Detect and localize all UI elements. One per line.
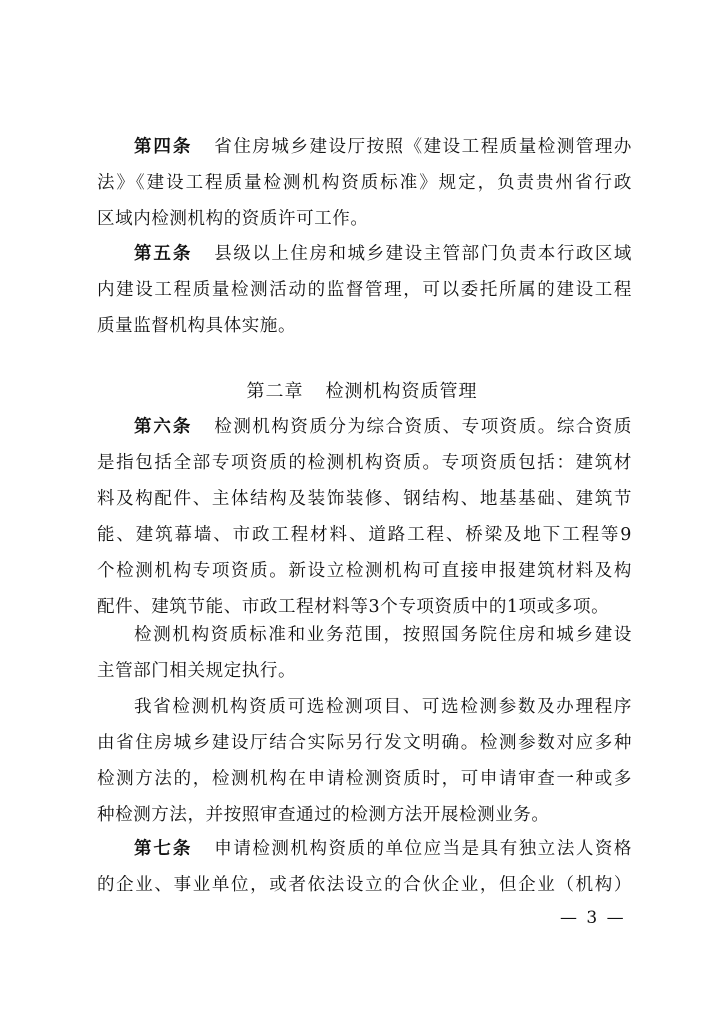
- article-4-label: 第四条: [134, 137, 193, 157]
- paragraph-province-line-2: 由省住房城乡建设厅结合实际另行发文明确。检测参数对应多种: [97, 733, 632, 753]
- article-7-line-2: 的企业、事业单位，或者依法设立的合伙企业，但企业（机构）: [97, 875, 632, 895]
- article-7-label: 第七条: [134, 839, 193, 859]
- article-5-line-3: 质量监督机构具体实施。: [97, 316, 297, 336]
- paragraph-province-line-4: 种检测方法，并按照审查通过的检测方法开展检测业务。: [97, 805, 550, 825]
- article-6-line-3: 料及构配件、主体结构及装饰装修、钢结构、地基基础、建筑节: [97, 489, 632, 509]
- article-6-line-4: 能、建筑幕墙、市政工程材料、道路工程、桥梁及地下工程等9: [97, 525, 632, 545]
- article-6-line-6: 配件、建筑节能、市政工程材料等3个专项资质中的1项或多项。: [97, 597, 610, 617]
- article-6-line-2: 是指包括全部专项资质的检测机构资质。专项资质包括：建筑材: [97, 453, 632, 473]
- page-number: — 3 —: [560, 908, 626, 928]
- paragraph-standard-line-1: 检测机构资质标准和业务范围，按照国务院住房和城乡建设: [134, 625, 632, 645]
- article-7-line-1: 第七条 申请检测机构资质的单位应当是具有独立法人资格: [134, 839, 633, 859]
- article-5-line-2: 内建设工程质量检测活动的监督管理，可以委托所属的建设工程: [97, 280, 632, 300]
- chapter-title: [0, 377, 724, 407]
- article-4-line-3: 区域内检测机构的资质许可工作。: [97, 209, 369, 229]
- article-5-line-1: 第五条 县级以上住房和城乡建设主管部门负责本行政区域: [134, 244, 633, 264]
- article-6-line-1: 第六条 检测机构资质分为综合资质、专项资质。综合资质: [134, 417, 633, 437]
- paragraph-province-line-3: 检测方法的，检测机构在申请检测资质时，可申请审查一种或多: [97, 769, 632, 789]
- article-6-label: 第六条: [134, 417, 193, 437]
- article-4-line-2: 法》《建设工程质量检测机构资质标准》规定，负责贵州省行政: [97, 173, 632, 193]
- paragraph-province-line-1: 我省检测机构资质可选检测项目、可选检测参数及办理程序: [134, 697, 632, 717]
- chapter-number: 第二章: [246, 381, 304, 402]
- article-5-label: 第五条: [134, 244, 193, 264]
- paragraph-standard-line-2: 主管部门相关规定执行。: [97, 661, 297, 681]
- article-4-line-1: 第四条 省住房城乡建设厅按照《建设工程质量检测管理办: [134, 137, 633, 157]
- chapter-name: 检测机构资质管理: [325, 381, 478, 402]
- article-6-line-5: 个检测机构专项资质。新设立检测机构可直接申报建筑材料及构: [97, 561, 632, 581]
